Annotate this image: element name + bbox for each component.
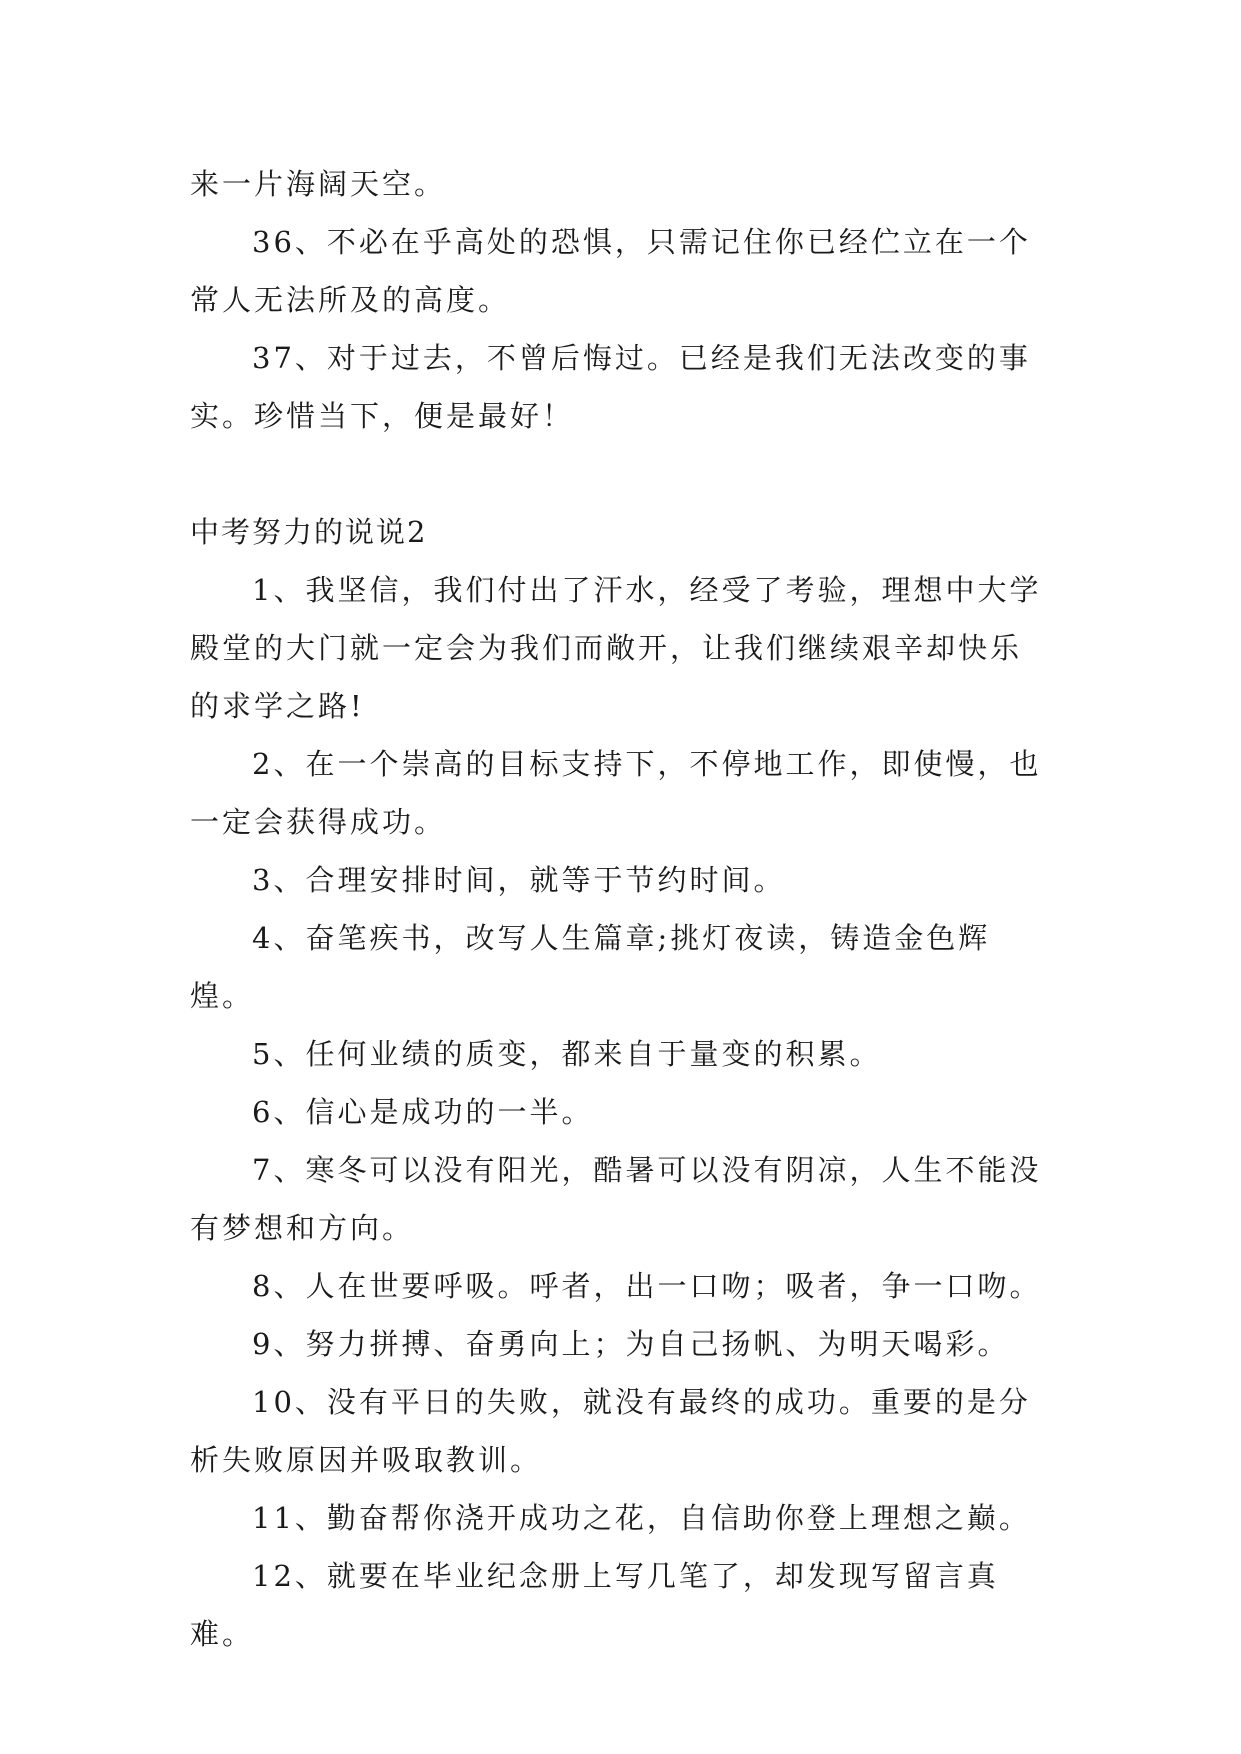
list-item: 6、信心是成功的一半。 bbox=[252, 1095, 594, 1129]
list-item: 1、我坚信，我们付出了汗水，经受了考验，理想中大学殿堂的大门就一定会为我们而敞开，让我们继续艰辛却快乐的求学之路! bbox=[190, 573, 1042, 723]
list-item: 36、不必在乎高处的恐惧，只需记住你已经伫立在一个常人无法所及的高度。 bbox=[190, 225, 1031, 317]
list-item: 9、努力拼搏、奋勇向上；为自己扬帆、为明天喝彩。 bbox=[252, 1327, 1010, 1361]
list-item: 2、在一个崇高的目标支持下，不停地工作，即使慢，也一定会获得成功。 bbox=[190, 747, 1042, 839]
document-body bbox=[190, 155, 1050, 1663]
list-item: 5、任何业绩的质变，都来自于量变的积累。 bbox=[252, 1037, 882, 1071]
list-item: 10、没有平日的失败，就没有最终的成功。重要的是分析失败原因并吸取教训。 bbox=[190, 1385, 1031, 1477]
continuation-paragraph: 来一片海阔天空。 bbox=[190, 167, 447, 201]
section-title: 中考努力的说说2 bbox=[190, 515, 428, 549]
list-item: 7、寒冬可以没有阳光，酷暑可以没有阴凉，人生不能没有梦想和方向。 bbox=[190, 1153, 1042, 1245]
list-item: 3、合理安排时间，就等于节约时间。 bbox=[252, 863, 786, 897]
list-item: 8、人在世要呼吸。呼者，出一口吻；吸者，争一口吻。 bbox=[252, 1269, 1042, 1303]
list-item: 12、就要在毕业纪念册上写几笔了，却发现写留言真难。 bbox=[190, 1559, 999, 1651]
list-item: 11、勤奋帮你浇开成功之花，自信助你登上理想之巅。 bbox=[252, 1501, 1031, 1535]
list-item: 4、奋笔疾书，改写人生篇章;挑灯夜读，铸造金色辉煌。 bbox=[190, 921, 991, 1013]
list-item: 37、对于过去，不曾后悔过。已经是我们无法改变的事实。珍惜当下，便是最好！ bbox=[190, 341, 1031, 433]
